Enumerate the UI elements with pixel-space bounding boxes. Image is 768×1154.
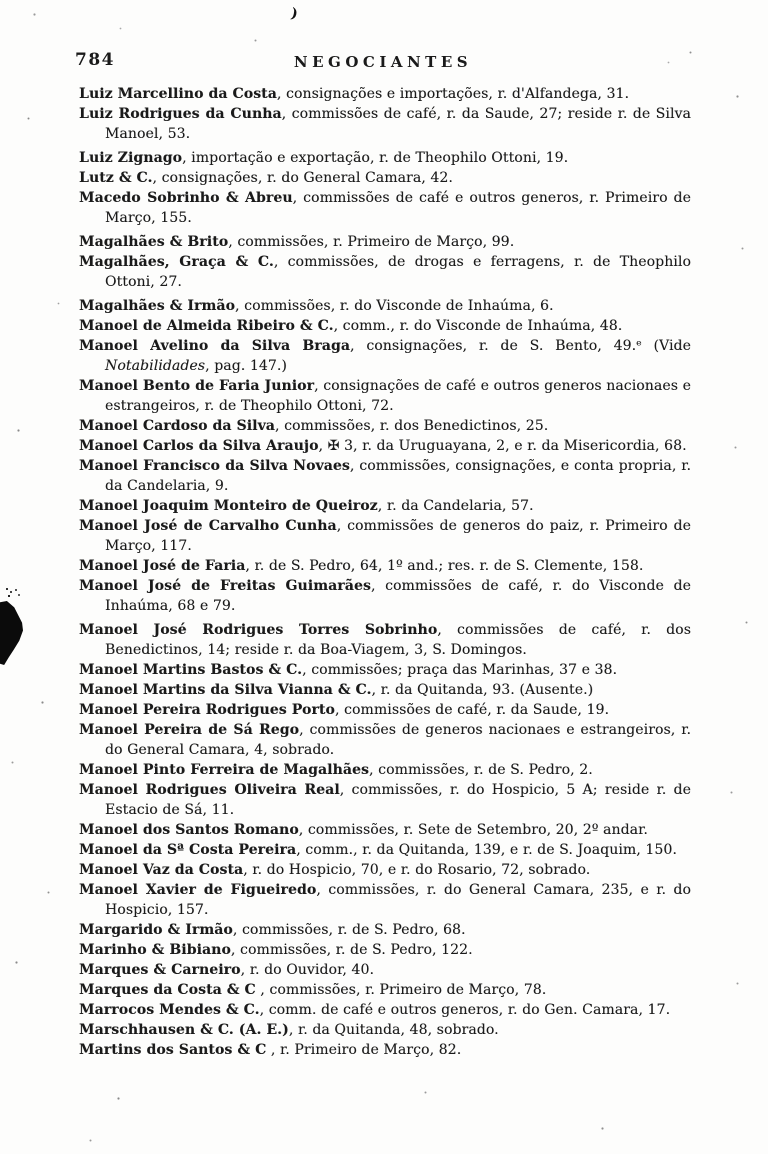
paper-noise-specks	[0, 0, 1, 1]
entry-details: , r. da Quitanda, 93. (Ausente.)	[371, 682, 594, 698]
entry-details: , commissões, r. Primeiro de Março, 99.	[228, 234, 515, 250]
directory-entry	[79, 940, 691, 960]
ink-blob-artifact	[0, 601, 23, 665]
entry-details: , commissões de café, r. da Saude, 27; reside r. de Silva Manoel, 53.	[105, 106, 691, 142]
ink-blob-speckles	[6, 588, 8, 590]
directory-entry	[79, 84, 691, 104]
entry-name: Manoel Rodrigues Oliveira Real	[79, 782, 340, 798]
entry-details: , commissões, r. do Hospicio, 5 A; reside r. de Estacio de Sá, 11.	[105, 782, 691, 818]
directory-entry	[79, 336, 691, 376]
directory-entry	[79, 980, 691, 1000]
entry-details: , comm., r. da Quitanda, 139, e r. de S. Joaquim, 150.	[296, 842, 677, 858]
entry-details: , r. da Quitanda, 48, sobrado.	[288, 1022, 499, 1038]
entry-name: Manoel José de Faria	[79, 558, 246, 574]
directory-entry	[79, 232, 691, 252]
entry-details: , r. do Ouvidor, 40.	[240, 962, 374, 978]
directory-entry	[79, 456, 691, 496]
entry-name: Manoel Vaz da Costa	[79, 862, 244, 878]
entry-details: , commissões; praça das Marinhas, 37 e 38.	[302, 662, 618, 678]
entry-details: , commissões de café e outros generos, r. Primeiro de Março, 155.	[105, 190, 691, 226]
directory-entry	[79, 436, 691, 456]
entry-name: Marinho & Bibiano	[79, 942, 231, 958]
entry-name: Manoel José Rodrigues Torres Sobrinho	[79, 622, 438, 638]
directory-entry	[79, 188, 691, 228]
entry-details: , ✠ 3, r. da Uruguayana, 2, e r. da Misericordia, 68.	[318, 438, 687, 454]
directory-entry	[79, 780, 691, 820]
entry-name: Martins dos Santos & C	[79, 1042, 267, 1058]
directory-entry	[79, 760, 691, 780]
directory-entry	[79, 168, 691, 188]
directory-entry	[79, 576, 691, 616]
directory-listing	[79, 84, 691, 1060]
directory-entry	[79, 556, 691, 576]
entry-name: Manoel José de Freitas Guimarães	[79, 578, 371, 594]
directory-entry	[79, 620, 691, 660]
entry-name: Luiz Marcellino da Costa	[79, 86, 277, 102]
entry-details: , commissões de generos do paiz, r. Primeiro de Março, 117.	[105, 518, 691, 554]
directory-entry	[79, 376, 691, 416]
directory-entry	[79, 296, 691, 316]
entry-details: , r. de S. Pedro, 64, 1º and.; res. r. de S. Clemente, 158.	[245, 558, 644, 574]
entry-name: Luiz Rodrigues da Cunha	[79, 106, 282, 122]
entry-name: Lutz & C.	[79, 170, 153, 186]
directory-entry	[79, 840, 691, 860]
entry-name: Manoel Carlos da Silva Araujo	[79, 438, 319, 454]
entry-details: , comm., r. do Visconde de Inhaúma, 48.	[333, 318, 623, 334]
entry-name: Manoel Pereira de Sá Rego	[79, 722, 300, 738]
entry-name: Marrocos Mendes & C.	[79, 1002, 260, 1018]
entry-name: Manoel Avelino da Silva Braga	[79, 338, 351, 354]
entry-name: Manoel da Sª Costa Pereira	[79, 842, 297, 858]
directory-entry	[79, 720, 691, 760]
directory-entry	[79, 416, 691, 436]
entry-details: , commissões, r. dos Benedictinos, 25.	[274, 418, 549, 434]
entry-details: , commissões de generos nacionaes e estrangeiros, r. do General Camara, 4, sobrado.	[105, 722, 691, 758]
entry-name: Manoel dos Santos Romano	[79, 822, 299, 838]
entry-name: Magalhães & Brito	[79, 234, 229, 250]
entry-details: , pag. 147.)	[205, 358, 287, 374]
entry-details: , commissões de café, r. dos Benedictinos, 14; reside r. da Boa-Viagem, 3, S. Domingos.	[105, 622, 691, 658]
directory-entry	[79, 880, 691, 920]
directory-entry	[79, 680, 691, 700]
directory-entry	[79, 1040, 691, 1060]
directory-entry	[79, 316, 691, 336]
directory-entry	[79, 148, 691, 168]
entry-details: , r. da Candelaria, 57.	[377, 498, 534, 514]
entry-details: , commissões, r. de S. Pedro, 122.	[230, 942, 473, 958]
entry-name: Manoel Cardoso da Silva	[79, 418, 275, 434]
entry-details: , r. Primeiro de Março, 82.	[266, 1042, 462, 1058]
entry-details: , commissões, r. do General Camara, 235, e r. do Hospicio, 157.	[105, 882, 691, 918]
entry-name: Manoel Joaquim Monteiro de Queiroz	[79, 498, 378, 514]
entry-name: Manoel Pinto Ferreira de Magalhães	[79, 762, 370, 778]
entry-details: , consignações e importações, r. d'Alfandega, 31.	[276, 86, 630, 102]
entry-name: Marques & Carneiro	[79, 962, 241, 978]
directory-entry	[79, 1000, 691, 1020]
page-number: 784	[75, 50, 115, 70]
entry-details: , commissões de café, r. da Saude, 19.	[334, 702, 610, 718]
entry-details: , consignações, r. de S. Bento, 49.ᵉ (Vide	[350, 338, 691, 354]
directory-entry	[79, 104, 691, 144]
directory-entry	[79, 1020, 691, 1040]
directory-entry	[79, 496, 691, 516]
directory-entry	[79, 252, 691, 292]
directory-entry	[79, 820, 691, 840]
directory-entry	[79, 920, 691, 940]
entry-details: , consignações de café e outros generos nacionaes e estrangeiros, r. de Theophilo Ottoni, 72.	[105, 378, 691, 414]
entry-name: Manoel Bento de Faria Junior	[79, 378, 315, 394]
page-header-title: NEGOCIANTES	[293, 53, 473, 71]
entry-name: Marques da Costa & C	[79, 982, 256, 998]
entry-details: , consignações, r. do General Camara, 42.	[152, 170, 453, 186]
entry-name: Manoel Pereira Rodrigues Porto	[79, 702, 335, 718]
directory-entry	[79, 700, 691, 720]
entry-details: , importação e exportação, r. de Theophilo Ottoni, 19.	[182, 150, 569, 166]
entry-details: , commissões, r. de S. Pedro, 68.	[232, 922, 466, 938]
directory-entry	[79, 960, 691, 980]
entry-name: Manoel Francisco da Silva Novaes	[79, 458, 350, 474]
entry-details: , commissões, r. de S. Pedro, 2.	[369, 762, 593, 778]
entry-name: Manoel de Almeida Ribeiro & C.	[79, 318, 334, 334]
entry-italic-text: Notabilidades	[105, 358, 206, 374]
entry-details: , commissões, r. Sete de Setembro, 20, 2º andar.	[298, 822, 648, 838]
entry-details: , commissões de café, r. do Visconde de Inhaúma, 68 e 79.	[105, 578, 691, 614]
entry-details: , commissões, consignações, e conta propria, r. da Candelaria, 9.	[105, 458, 691, 494]
entry-details: , commissões, r. do Visconde de Inhaúma, 6.	[235, 298, 554, 314]
entry-name: Margarido & Irmão	[79, 922, 233, 938]
entry-name: Manoel José de Carvalho Cunha	[79, 518, 337, 534]
entry-name: Marschhausen & C. (A. E.)	[79, 1022, 289, 1038]
entry-name: Manoel Xavier de Figueiredo	[79, 882, 317, 898]
directory-entry	[79, 860, 691, 880]
scan-artifact-mark: )	[289, 5, 300, 23]
entry-name: Manoel Martins Bastos & C.	[79, 662, 303, 678]
directory-entry	[79, 516, 691, 556]
entry-details: , commissões, r. Primeiro de Março, 78.	[255, 982, 547, 998]
entry-details: , comm. de café e outros generos, r. do Gen. Camara, 17.	[259, 1002, 671, 1018]
entry-name: Manoel Martins da Silva Vianna & C.	[79, 682, 372, 698]
directory-entry	[79, 660, 691, 680]
entry-details: , r. do Hospicio, 70, e r. do Rosario, 72, sobrado.	[243, 862, 591, 878]
entry-name: Macedo Sobrinho & Abreu	[79, 190, 293, 206]
entry-details: , commissões, de drogas e ferragens, r. de Theophilo Ottoni, 27.	[105, 254, 691, 290]
entry-name: Magalhães & Irmão	[79, 298, 236, 314]
entry-name: Luiz Zignago	[79, 150, 183, 166]
entry-name: Magalhães, Graça & C.	[79, 254, 274, 270]
